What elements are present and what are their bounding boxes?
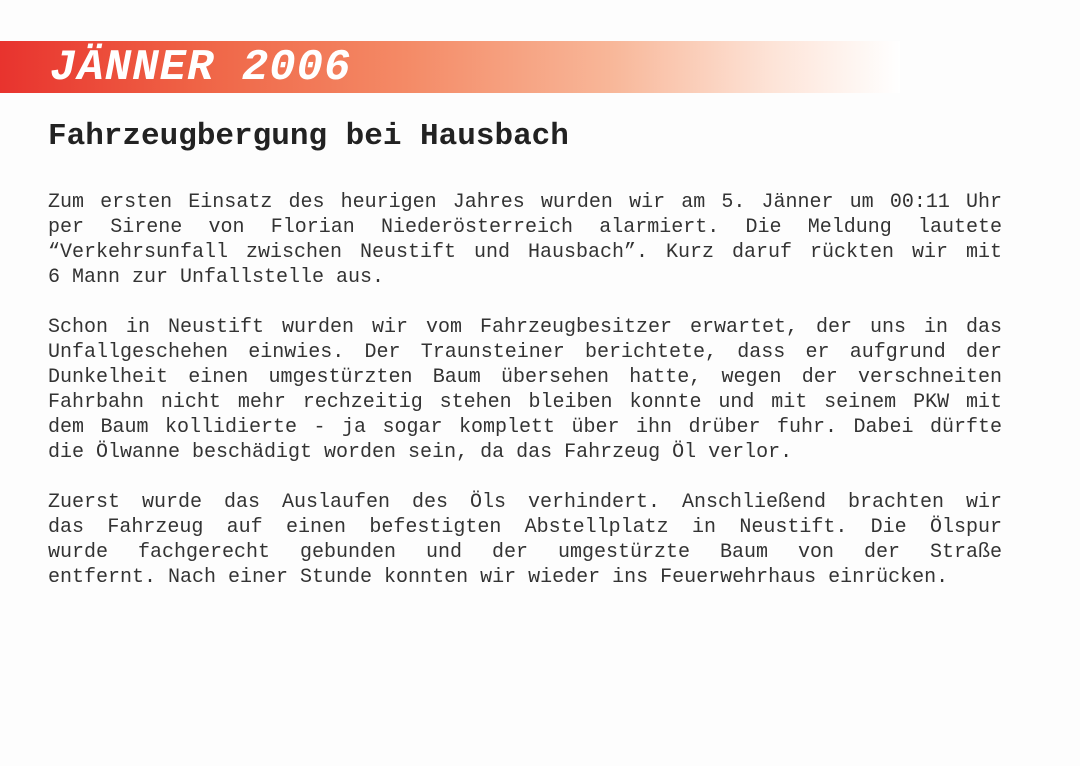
paragraph-line: das Fahrzeug auf einen befestigten Abstellplatz in Neustift. Die Ölspur <box>48 516 1002 539</box>
article-paragraph <box>48 315 1002 465</box>
article-paragraph <box>48 190 1002 290</box>
paragraph-line: Schon in Neustift wurden wir vom Fahrzeugbesitzer erwartet, der uns in das <box>48 316 1002 339</box>
month-banner <box>0 41 900 93</box>
paragraph-line: Fahrbahn nicht mehr rechzeitig stehen bleiben konnte und mit seinem PKW mit <box>48 391 1002 414</box>
article-paragraph <box>48 490 1002 590</box>
paragraph-line: entfernt. Nach einer Stunde konnten wir wieder ins Feuerwehrhaus einrücken. <box>48 566 949 589</box>
paragraph-line: per Sirene von Florian Niederösterreich alarmiert. Die Meldung lautete <box>48 216 1002 239</box>
article-title: Fahrzeugbergung bei Hausbach <box>48 119 569 154</box>
paragraph-line: dem Baum kollidierte - ja sogar komplett über ihn drüber fuhr. Dabei dürfte <box>48 416 1002 439</box>
month-heading: JÄNNER 2006 <box>50 43 352 93</box>
paragraph-line: 6 Mann zur Unfallstelle aus. <box>48 266 385 289</box>
article-body <box>48 190 1002 615</box>
paragraph-line: wurde fachgerecht gebunden und der umgestürzte Baum von der Straße <box>48 541 1002 564</box>
paragraph-line: die Ölwanne beschädigt worden sein, da das Fahrzeug Öl verlor. <box>48 441 793 464</box>
paragraph-line: Zum ersten Einsatz des heurigen Jahres wurden wir am 5. Jänner um 00:11 Uhr <box>48 191 1002 214</box>
paragraph-line: “Verkehrsunfall zwischen Neustift und Hausbach”. Kurz daruf rückten wir mit <box>48 241 1002 264</box>
paragraph-line: Unfallgeschehen einwies. Der Traunsteiner berichtete, dass er aufgrund der <box>48 341 1002 364</box>
paragraph-line: Zuerst wurde das Auslaufen des Öls verhindert. Anschließend brachten wir <box>48 491 1002 514</box>
paragraph-line: Dunkelheit einen umgestürzten Baum übersehen hatte, wegen der verschneiten <box>48 366 1002 389</box>
